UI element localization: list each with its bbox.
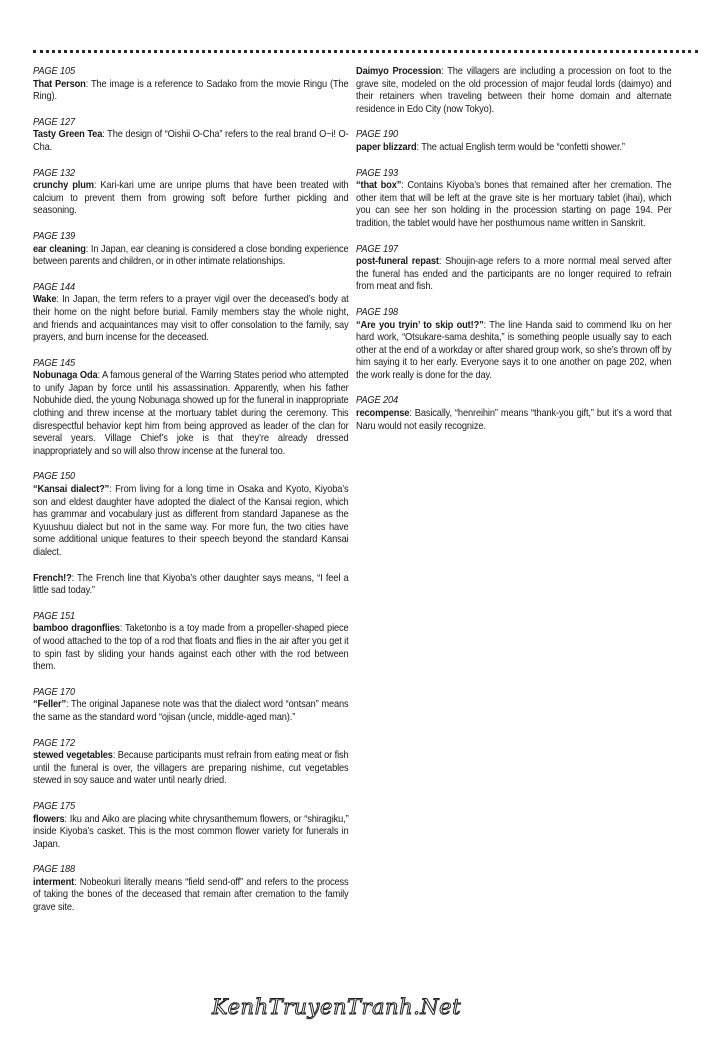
note-body: : Taketonbo is a toy made from a propeller-shaped piece of wood attached to the top of a rod that floats and flies in the air after you get it to spin fast by sliding your hands against each other with the rod between them. [33,623,349,673]
note-term: Daimyo Procession [356,66,442,77]
note-term: ear cleaning [33,243,86,255]
page-number: PAGE 150 [33,471,76,483]
dotted-divider [33,50,698,53]
note-entry [33,282,349,345]
note-body: : Nobeokuri literally means “field send-off” and refers to the process of taking the bones of the deceased that remain after cremation to the family grave site. [33,876,349,914]
note-entry [33,117,349,155]
note-term: paper blizzard [356,141,417,153]
page-number: PAGE 145 [33,357,76,369]
page-number: PAGE 188 [33,864,76,876]
note-body: : Contains Kiyoba’s bones that remained after her cremation. The other item that will be left at the grave site is her mortuary tablet (ihai), which you can see her son holding in the procession starting on page 194. Per tradition, the tablet would have her posthumous name written in Sanskrit. [356,180,672,229]
note-body: : The French line that Kiyoba’s other daughter says means, “I feel a little sad today.” [33,572,349,597]
page-number: PAGE 204 [356,395,399,407]
note-body: : In Japan, ear cleaning is considered a close bonding experience between parents and children, or in other intimate relationships. [33,243,349,268]
note-entry [33,687,349,725]
note-term: crunchy plum [33,180,94,192]
page-number: PAGE 190 [356,129,399,141]
note-body: : Kari-kari ume are unripe plums that have been treated with calcium to prevent them from growing soft before further pickling and seasoning. [33,180,349,217]
note-term: “Feller” [33,699,66,711]
note-term: French!? [33,572,72,584]
note-entry [356,129,672,154]
note-body: : From living for a long time in Osaka and Kyoto, Kiyoba’s son and eldest daughter have adopted the dialect of the Kansai region, which has grammar and vocabulary just as different from standard Japanese as the Kyuushuu dialect but not in the same way. For more fun, the two cities have some additional unique features to their speech beyond the standard Kansai dialect. [33,484,349,558]
note-body: : The line Handa said to commend Iku on her hard work, “Otsukare-sama deshita,” is something people usually say to each other at the end of a workday or after shared group work, so she’s thrown off by him saying it to her early. Everyone says it to one another on page 202, when the work really is done for the day. [356,319,672,381]
page-number: PAGE 198 [356,306,399,318]
note-body: : The villagers are including a procession on foot to the grave site, modeled on the old procession of major feudal lords (daimyo) and their retainers when traveling between their home domain and alternate residence in Edo City (now Tokyo). [356,66,672,115]
note-term: stewed vegetables [33,750,113,762]
page-number: PAGE 144 [33,281,76,293]
note-entry [33,66,349,104]
notes-column-right [356,66,672,446]
note-term: That Person [33,78,86,90]
notes-column-left [33,66,349,928]
note-term: “Kansai dialect?” [33,484,110,496]
note-term: post-funeral repast [356,256,439,268]
note-body: : Basically, “henreihin” means “thank-you gift,” but it’s a word that Naru would not easily recognize. [356,408,672,432]
note-term: bamboo dragonflies [33,623,120,635]
page-number: PAGE 151 [33,610,76,622]
page-number: PAGE 132 [33,167,76,179]
note-entry [33,738,349,788]
note-entry [356,168,672,231]
note-body: : The actual English term would be “confetti shower.” [416,141,625,153]
note-term: Wake [33,294,57,306]
site-watermark: KenhTruyenTranh.Net [212,995,462,1019]
page-number: PAGE 127 [33,116,76,128]
note-entry [33,573,349,598]
note-entry [33,864,349,914]
note-body: : A famous general of the Warring States period who attempted to unify Japan by force until his assassination. Apparently, when his father Nobuhide died, the young Nobunaga showed up for the funeral in inappropriate clothing and threw incense at the mortuary tablet during the ceremony. This disrespectful behavior kept him from being approved as leader of the clan for several years. Village Chief’s joke is that they’re already dressed inappropriately and so will also throw incense at the funeral too. [33,370,349,457]
note-entry [33,801,349,851]
note-body: : The image is a reference to Sadako from the movie Ringu (The Ring). [33,78,349,103]
note-term: Tasty Green Tea [33,129,103,141]
note-entry [356,66,672,116]
page-number: PAGE 172 [33,737,76,749]
note-entry [33,231,349,269]
page-number: PAGE 193 [356,167,399,179]
note-body: : Shoujin-age refers to a more normal meal served after the funeral has ended and the participants are no longer required to refrain from meat and fish. [356,256,672,293]
page-number: PAGE 170 [33,686,76,698]
note-body: : The design of “Oishii O-Cha” refers to the real brand O~i! O-Cha. [33,129,349,153]
note-entry [356,395,672,433]
note-body: : Because participants must refrain from eating meat or fish until the funeral is over, the villagers are preparing nishime, cut vegetables stewed in soy sauce and water until nearly dried. [33,750,349,787]
note-term: “that box” [356,180,402,192]
page-number: PAGE 175 [33,800,76,812]
note-entry [33,611,349,674]
note-entry [356,307,672,383]
note-body: : The original Japanese note was that the dialect word “ontsan” means the same as the standard word “ojisan (uncle, middle-aged man).” [33,699,349,723]
note-entry [33,358,349,459]
note-term: recompense [356,408,410,420]
note-entry [356,244,672,294]
note-body: : In Japan, the term refers to a prayer vigil over the deceased’s body at their home on the night before burial. Family members stay the whole night, and friends and acquaintances may visit to offer consolation to the family, say prayers, and burn incense for the deceased. [33,294,349,344]
note-entry [33,471,349,559]
note-term: Nobunaga Oda [33,370,98,382]
page-number: PAGE 197 [356,243,399,255]
note-entry [33,168,349,218]
note-body: : Iku and Aiko are placing white chrysanthemum flowers, or “shiragiku,” inside Kiyoba’s casket. This is the most common flower variety for funerals in Japan. [33,813,349,850]
note-term: “Are you tryin’ to skip out!?” [356,319,484,331]
page-number: PAGE 105 [33,66,76,77]
page-number: PAGE 139 [33,230,76,242]
note-term: interment [33,876,75,888]
note-term: flowers [33,813,65,825]
